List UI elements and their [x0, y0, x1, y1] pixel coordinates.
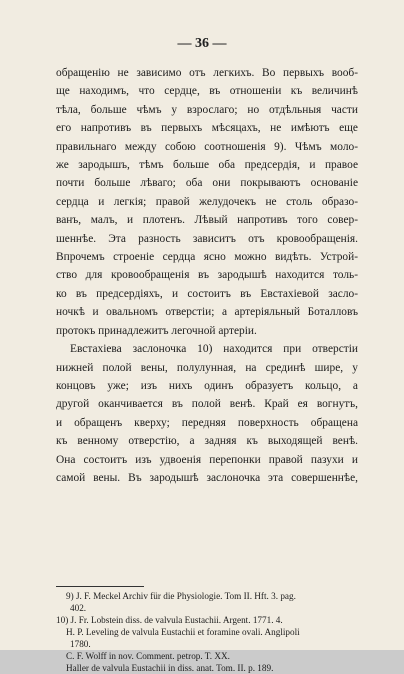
text-line: къ венному отверстію, а задняя къ выходящей венѣ.: [56, 435, 358, 448]
footnote-line: H. P. Leveling de valvula Eustachii et foramine ovali. Anglipoli: [66, 627, 300, 637]
text-line: же зародышъ, тѣмъ больше оба предсердія, и правое: [56, 159, 358, 172]
text-line: самой вены. Въ зародышѣ заслоночка эта совершеннѣе,: [56, 471, 358, 484]
text-line: его напротивъ въ первыхъ мѣсяцахъ, не имѣютъ еще: [56, 122, 358, 135]
body-text: [56, 64, 358, 487]
text-line: Евстахіева заслоночка 10) находится при отверстіи: [70, 343, 358, 356]
text-line: тѣла, больше чѣмъ у взрослаго; но отдѣльныя части: [56, 103, 358, 116]
text-line: Она состоитъ изъ удвоенія перепонки правой пазухи и: [56, 453, 358, 466]
text-line: ще находимъ, что сердце, въ отношеніи къ величинѣ: [56, 85, 358, 98]
text-line: почти больше лѣваго; оба они покрываютъ основаніе: [56, 177, 358, 190]
footnote-line: 9) J. F. Meckel Archiv für die Physiologie. Tom II. Hft. 3. pag.: [66, 591, 296, 601]
text-line: шеннѣе. Эта разность зависитъ отъ кровообращенія.: [56, 232, 358, 245]
text-line: обращенію не зависимо отъ легкихъ. Во первыхъ вооб-: [56, 67, 358, 79]
text-line: ство для кровообращенія въ зародышѣ находится толь-: [56, 269, 358, 282]
footnote-line: 402.: [70, 603, 87, 613]
footnote-line: Haller de valvula Eustachii in diss. anat. Tom. II. p. 189.: [66, 663, 274, 673]
page-number: — 36 —: [177, 36, 227, 51]
text-line: Впрочемъ строеніе сердца ясно можно видѣть. Устрой-: [56, 251, 358, 264]
footnotes: [56, 590, 358, 674]
text-line: другой оканчивается въ полой венѣ. Край ея вогнутъ,: [56, 398, 358, 411]
text-line: ночкѣ и овальномъ отверстіи; а артеріяльный Боталловъ: [56, 306, 358, 319]
text-line: и обращенъ кверху; передняя поверхность обращена: [56, 416, 358, 429]
footnote-line: 1780.: [70, 639, 91, 649]
text-line: ко въ предсердіяхъ, и состоитъ въ Евстахіевой засло-: [56, 287, 358, 300]
text-line: ванъ, малъ, и плотенъ. Лѣвый напротивъ того совер-: [56, 214, 358, 227]
footnote-line: C. F. Wolff in nov. Comment. petrop. T. XX.: [66, 651, 230, 661]
footnote-rule: [56, 586, 144, 587]
text-line: нижней полой вены, полулунная, на срединѣ шире, у: [56, 361, 358, 374]
text-line: протокъ принадлежитъ легочной артеріи.: [56, 324, 257, 337]
text-line: сердца и легкія; правой желудочекъ не столь образо-: [56, 195, 358, 208]
text-line: правильнаго между собою соотношенія 9). Чѣмъ моло-: [56, 140, 358, 153]
footnote-line: 10) J. Fr. Lobstein diss. de valvula Eustachii. Argent. 1771. 4.: [56, 615, 283, 625]
text-line: концовъ уже; изъ нихъ одинъ образуетъ кольцо, а: [56, 379, 358, 392]
